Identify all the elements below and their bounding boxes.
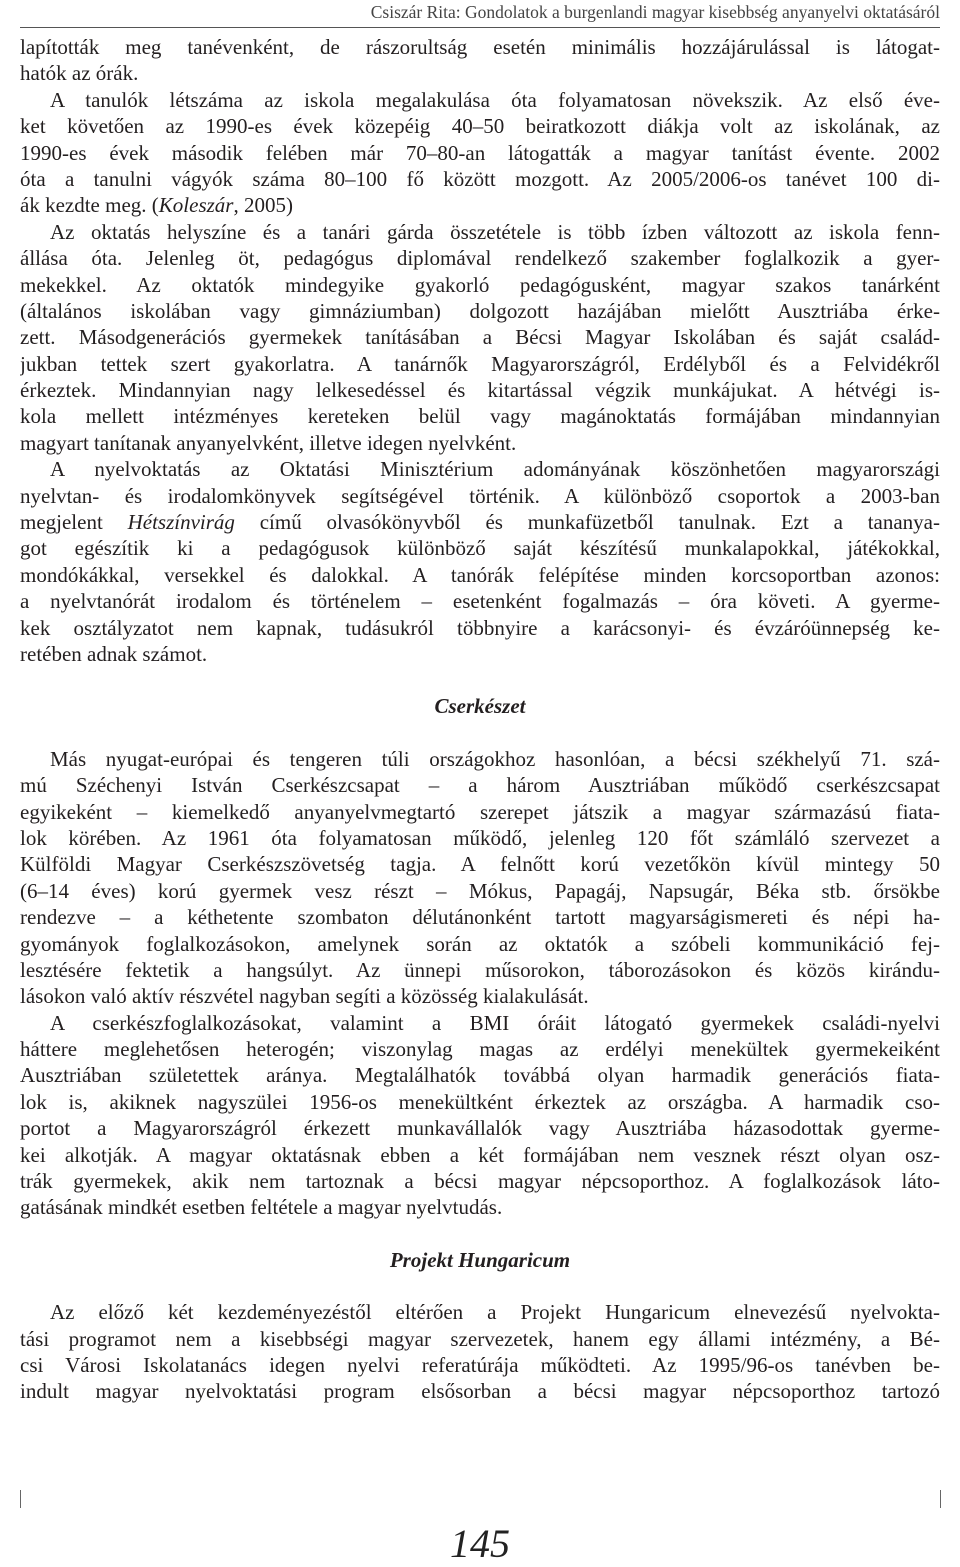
text-line: gyományok foglalkozásokon, amelynek során az oktatók a szóbeli kommunikáció fej- bbox=[20, 931, 940, 956]
text-line: retében adnak számot. bbox=[20, 641, 208, 666]
section-heading-projekt-hungaricum: Projekt Hungaricum bbox=[389, 1247, 571, 1272]
text-line: Ausztriában születettek aránya. Megtalálhatók továbbá olyan harmadik generációs fiata- bbox=[20, 1063, 940, 1088]
text-line: mú Széchenyi István Cserkészcsapat – a három Ausztriában működő cserkészcsapat bbox=[20, 773, 940, 798]
text-line: Az oktatás helyszíne és a tanári gárda összetétele is több ízben változott az iskola fenn- bbox=[50, 219, 940, 244]
citation-line: ák kezdte meg. (Koleszár, 2005) bbox=[20, 193, 293, 218]
text-line: A cserkészfoglalkozásokat, valamint a BMI óráit látogató gyermekek családi-nyelvi bbox=[50, 1010, 940, 1035]
text-line: lapították meg tanévenként, de rászorultság esetén minimális hozzájárulással is látogat- bbox=[20, 35, 940, 59]
text-line: egyikeként – kiemelkedő anyanyelvmegtartó szerepet játszik a magyar származású fiata- bbox=[20, 799, 940, 824]
text-line: kei alkotják. A magyar oktatásnak ebben a két formájában nem vesznek részt olyan osz- bbox=[20, 1142, 940, 1167]
text-line: portot a Magyarországról érkezett munkavállalók vagy Ausztriába házasodottak gyerme- bbox=[20, 1116, 940, 1141]
text-line: gatásának mindkét esetben feltétele a magyar nyelvtudás. bbox=[20, 1195, 503, 1220]
text-line: lásokon való aktív részvétel nagyban segíti a közösség kialakulását. bbox=[20, 984, 589, 1009]
text-line: lok is, akiknek nagyszülei 1956-os menekültként érkeztek az országba. A harmadik cso- bbox=[20, 1089, 940, 1114]
header-rule bbox=[20, 27, 940, 28]
text-line: állása óta. Jelenleg öt, pedagógus diplomával rendelkező szakember foglalkozik a gyer- bbox=[20, 246, 940, 271]
margin-rule bbox=[940, 1490, 941, 1508]
section-heading-cserkeszet: Cserkészet bbox=[434, 694, 526, 719]
text-line: rendezve – a kéthetente szombaton délutánonként tartott magyarságismereti és népi ha- bbox=[20, 905, 940, 930]
text-line: háttere meglehetősen heterogén; viszonylag magas az erdélyi menekültek gyermekeiként bbox=[20, 1037, 940, 1062]
text-line: óta a tanulni vágyók száma 80–100 fő között mozgott. Az 2005/2006-os tanévet 100 di- bbox=[20, 166, 940, 191]
text-line: Külföldi Magyar Cserkészszövetség tagja. A felnőtt korú vezetőkön kívül mintegy 50 bbox=[20, 852, 940, 877]
book-title-line: megjelent Hétszínvirág című olvasókönyvből és munkafüzetből tanulnak. Ezt a tananya- bbox=[20, 510, 940, 535]
text-line: trák gyermekek, akik nem tartoznak a bécsi magyar népcsoporthoz. A foglalkozások láto- bbox=[20, 1169, 940, 1194]
book-title: Hétszínvirág bbox=[127, 510, 235, 535]
text-line: kek osztályzatot nem kapnak, tudásukról többnyire a karácsonyi- és évzáróünnepség ke- bbox=[20, 615, 940, 640]
text-line: lesztésére fektetik a hangsúlyt. Az ünnepi műsorokon, táborozásokon és közös kirándu- bbox=[20, 957, 940, 982]
text-line: zett. Másodgenerációs gyermekek tanításában a Bécsi Magyar Iskolában és saját család- bbox=[20, 325, 940, 350]
text-line: hatók az órák. bbox=[20, 61, 139, 86]
text-line: Más nyugat-európai és tengeren túli országokhoz hasonlóan, a bécsi székhelyű 71. szá- bbox=[50, 746, 940, 771]
text-line: got egészítik ki a pedagógusok különböző saját készítésű munkalapokkal, játékokkal, bbox=[20, 536, 940, 561]
text-line: lok körében. Az 1961 óta folyamatosan működő, jelenleg 120 főt számláló szervezet a bbox=[20, 825, 940, 850]
text-line: (6–14 éves) korú gyermek vesz részt – Mókus, Papagáj, Napsugár, Béka stb. őrsökbe bbox=[20, 878, 940, 903]
page-body bbox=[20, 34, 940, 1405]
text-line: jukban tettek szert gyakorlatra. A tanárnők Magyarországról, Erdélyből és a Felvidékről bbox=[20, 351, 940, 376]
running-head: Csiszár Rita: Gondolatok a burgenlandi magyar kisebbség anyanyelvi oktatásáról bbox=[370, 2, 940, 22]
text-line: a nyelvtanórát irodalom és történelem – esetenként fogalmazás – óra követi. A gyerme- bbox=[20, 589, 940, 614]
text-line: 1990-es évek második felében már 70–80-an látogatták a magyar tanítást évente. 2002 bbox=[20, 140, 940, 165]
text-line: ket követően az 1990-es évek közepéig 40–50 beiratkozott diákja volt az iskolának, az bbox=[20, 114, 940, 139]
text-line: Az előző két kezdeményezéstől eltérően a Projekt Hungaricum elnevezésű nyelvokta- bbox=[50, 1300, 940, 1325]
text-line: mekekkel. Az oktatók mindegyike gyakorló pedagógusként, magyar szakos tanárként bbox=[20, 272, 940, 297]
text-line: tási programot nem a kisebbségi magyar szervezetek, hanem egy állami intézmény, a Bé- bbox=[20, 1326, 940, 1351]
text-line: (általános iskolában vagy gimnáziumban) dolgozott hazájában mielőtt Ausztriába érke- bbox=[20, 298, 940, 323]
margin-rule bbox=[20, 1490, 21, 1508]
text-line: nyelvtan- és irodalomkönyvek segítségével történik. A különböző csoportok a 2003-ban bbox=[20, 483, 940, 508]
text-line: magyart tanítanak anyanyelvként, illetve idegen nyelvként. bbox=[20, 430, 517, 455]
text-line: csi Városi Iskolatanács idegen nyelvi referatúrája működteti. Az 1995/96-os tanévben be- bbox=[20, 1352, 940, 1377]
text-line: A tanulók létszáma az iskola megalakulása óta folyamatosan növekszik. Az első éve- bbox=[50, 87, 940, 112]
text-line: érkeztek. Mindannyian nagy lelkesedéssel és kitartással végzik munkájukat. A hétvégi is- bbox=[20, 378, 940, 403]
text-line: mondókákkal, versekkel és dalokkal. A tanórák felépítése minden korcsoportban azonos: bbox=[20, 562, 940, 587]
citation-author: Koleszár bbox=[158, 193, 234, 218]
text-line: A nyelvoktatás az Oktatási Minisztérium adományának köszönhetően magyarországi bbox=[50, 457, 940, 482]
text-line: kola mellett intézményes kereteken belül vagy magánoktatás formájában mindannyian bbox=[20, 404, 940, 429]
page-number: 145 bbox=[450, 1521, 510, 1566]
text-line: indult magyar nyelvoktatási program elsősorban a bécsi magyar népcsoporthoz tartozó bbox=[20, 1379, 940, 1404]
